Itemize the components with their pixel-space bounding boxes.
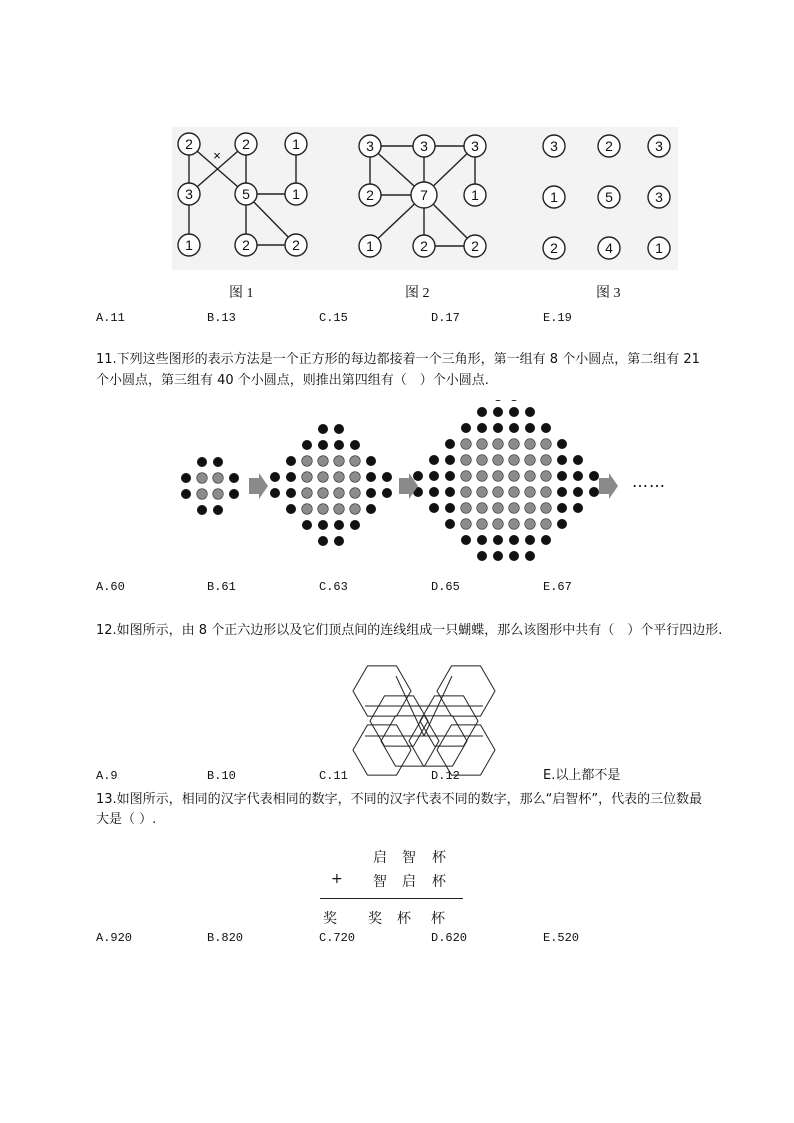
q11-outer-dot [413, 471, 423, 481]
fig1-cross-mark: × [213, 148, 221, 163]
q11-inner-dot [302, 504, 313, 515]
q11-inner-dot [509, 487, 520, 498]
q13-row1-3: 杯 [432, 850, 446, 866]
q11-outer-dot [302, 440, 312, 450]
q11-outer-dot [445, 471, 455, 481]
q11-outer-dot [286, 488, 296, 498]
q11-outer-dot [334, 536, 344, 546]
q13-row1-1: 启 [373, 850, 387, 866]
q11-outer-dot [493, 535, 503, 545]
q11-outer-dot [573, 503, 583, 513]
q11-outer-dot [573, 455, 583, 465]
fig2-node-label: 1 [471, 187, 479, 203]
q11-option-a: A.60 [96, 580, 125, 594]
q11-inner-dot [525, 519, 536, 530]
butterfly-hexagon [420, 696, 478, 746]
q13-result-1: 奖 [323, 911, 337, 927]
q11-outer-dot [525, 535, 535, 545]
fig3-node-label: 2 [550, 240, 558, 256]
fig1-node-label: 1 [292, 186, 300, 202]
q11-outer-dot [509, 423, 519, 433]
q11-outer-dot [181, 489, 191, 499]
q11-inner-dot [541, 487, 552, 498]
q11-outer-dot [477, 423, 487, 433]
q11-inner-dot [350, 504, 361, 515]
q11-inner-dot [477, 439, 488, 450]
q11-inner-dot [493, 471, 504, 482]
fig1-node-label: 1 [185, 237, 193, 253]
q13-result-4: 杯 [431, 911, 445, 927]
fig2-caption: 图 2 [405, 286, 430, 301]
q11-outer-dot [286, 504, 296, 514]
butterfly-hexagon [370, 696, 428, 746]
q11-inner-dot [493, 487, 504, 498]
q11-inner-dot [477, 487, 488, 498]
q11-outer-dot [477, 535, 487, 545]
q11-inner-dot [509, 503, 520, 514]
butterfly-hexagon [353, 666, 411, 716]
q11-inner-dot [461, 487, 472, 498]
q13-result-3: 杯 [397, 911, 411, 927]
q11-outer-dot [350, 440, 360, 450]
fig3-caption: 图 3 [596, 286, 621, 301]
q10-option-b: B.13 [207, 311, 236, 325]
q13-option-a: A.920 [96, 931, 133, 945]
q11-inner-dot [541, 455, 552, 466]
q11-inner-dot [302, 456, 313, 467]
q11-inner-dot [334, 488, 345, 499]
q11-outer-dot [445, 503, 455, 513]
butterfly-figure [340, 655, 510, 785]
q11-outer-dot [350, 520, 360, 530]
q11-outer-dot [229, 489, 239, 499]
q11-outer-dot [557, 455, 567, 465]
q13-row2-2: 启 [402, 874, 416, 890]
q11-outer-dot [477, 407, 487, 417]
q10-option-a: A.11 [96, 311, 125, 325]
fig3-node-label: 3 [655, 138, 663, 154]
q11-inner-dot [461, 519, 472, 530]
q13-text-line2: 大是（ ）. [96, 812, 157, 827]
q13-row2-3: 杯 [432, 874, 446, 890]
q11-outer-dot [509, 400, 519, 401]
fig2-node-label: 2 [471, 238, 479, 254]
q11-inner-dot [350, 472, 361, 483]
q11-outer-dot [429, 471, 439, 481]
q11-outer-dot [493, 407, 503, 417]
q11-outer-dot [366, 456, 376, 466]
q11-outer-dot [445, 519, 455, 529]
q11-arrow-icon [599, 473, 618, 499]
fig3-node-label: 3 [550, 138, 558, 154]
q11-outer-dot [366, 472, 376, 482]
q12-option-c: C.11 [319, 769, 348, 783]
q11-option-e: E.67 [543, 580, 572, 594]
fig2-node-label: 3 [471, 138, 479, 154]
q11-outer-dot [318, 440, 328, 450]
q13-result-2: 奖 [368, 911, 382, 927]
q11-outer-dot [557, 439, 567, 449]
q12-option-e: E.以上都不是 [543, 768, 621, 783]
q11-outer-dot [270, 472, 280, 482]
q11-inner-dot [509, 471, 520, 482]
q11-option-c: C.63 [319, 580, 348, 594]
q11-outer-dot [557, 503, 567, 513]
q11-inner-dot [509, 439, 520, 450]
q10-option-c: C.15 [319, 311, 348, 325]
q11-outer-dot [573, 471, 583, 481]
fig3-node-label: 1 [655, 240, 663, 256]
q13-option-c: C.720 [319, 931, 356, 945]
fig3-node-label: 4 [605, 240, 613, 256]
q11-inner-dot [461, 455, 472, 466]
q10-option-d: D.17 [431, 311, 460, 325]
fig1-node-label: 1 [292, 136, 300, 152]
q11-inner-dot [197, 489, 208, 500]
q11-inner-dot [334, 504, 345, 515]
q13-sum-rule [320, 898, 463, 899]
q11-outer-dot [270, 488, 280, 498]
q10-figures [170, 125, 680, 275]
q11-outer-dot [197, 457, 207, 467]
q11-outer-dot [541, 535, 551, 545]
q11-outer-dot [318, 424, 328, 434]
q11-outer-dot [229, 473, 239, 483]
butterfly-hexagon [437, 725, 495, 775]
fig2-node-label: 2 [420, 238, 428, 254]
q13-text-line1: 13.如图所示，相同的汉字代表相同的数字，不同的汉字代表不同的数字，那么“启智杯”，代表的三位数最 [96, 792, 703, 807]
q11-inner-dot [493, 455, 504, 466]
q13-option-d: D.620 [431, 931, 468, 945]
butterfly-hexagon [353, 725, 411, 775]
q11-outer-dot [493, 551, 503, 561]
q13-plus-sign: + [331, 871, 343, 887]
q11-inner-dot [318, 504, 329, 515]
q11-outer-dot [509, 535, 519, 545]
q11-inner-dot [525, 455, 536, 466]
q11-inner-dot [334, 456, 345, 467]
q11-outer-dot [382, 472, 392, 482]
q11-inner-dot [541, 439, 552, 450]
q11-inner-dot [477, 503, 488, 514]
q11-inner-dot [493, 503, 504, 514]
q11-outer-dot [445, 439, 455, 449]
q11-outer-dot [429, 503, 439, 513]
q13-option-e: E.520 [543, 931, 580, 945]
q11-outer-dot [589, 471, 599, 481]
q11-inner-dot [302, 472, 313, 483]
q11-outer-dot [286, 472, 296, 482]
q11-outer-dot [382, 488, 392, 498]
q13-row2-1: 智 [373, 874, 387, 890]
q11-inner-dot [197, 473, 208, 484]
q11-outer-dot [334, 440, 344, 450]
q11-inner-dot [302, 488, 313, 499]
q11-outer-dot [509, 407, 519, 417]
q11-inner-dot [350, 456, 361, 467]
q11-inner-dot [350, 488, 361, 499]
fig1-node-label: 2 [185, 136, 193, 152]
fig2-node-label: 2 [366, 187, 374, 203]
fig3-node-label: 5 [605, 189, 613, 205]
q11-inner-dot [477, 471, 488, 482]
q11-inner-dot [541, 471, 552, 482]
q11-inner-dot [461, 439, 472, 450]
fig3-node-label: 1 [550, 189, 558, 205]
fig2-node-label: 1 [366, 238, 374, 254]
q11-outer-dot [429, 487, 439, 497]
q11-outer-dot [445, 487, 455, 497]
q11-dot-patterns [170, 400, 690, 565]
q11-option-d: D.65 [431, 580, 460, 594]
q11-inner-dot [213, 473, 224, 484]
q11-outer-dot [493, 423, 503, 433]
fig3-node-label: 3 [655, 189, 663, 205]
q11-inner-dot [318, 488, 329, 499]
q11-inner-dot [509, 455, 520, 466]
q11-outer-dot [286, 456, 296, 466]
q13-row1-2: 智 [402, 850, 416, 866]
q11-inner-dot [213, 489, 224, 500]
q11-inner-dot [509, 519, 520, 530]
q11-ellipsis: …… [632, 472, 666, 491]
fig1-node-label: 5 [242, 186, 250, 202]
q11-inner-dot [493, 519, 504, 530]
q11-inner-dot [525, 503, 536, 514]
q11-inner-dot [461, 503, 472, 514]
q11-outer-dot [334, 424, 344, 434]
q12-text: 12.如图所示，由 8 个正六边形以及它们顶点间的连线组成一只蝴蝶，那么该图形中共有（ ）个平行四边形. [96, 623, 723, 638]
q10-option-e: E.19 [543, 311, 572, 325]
q11-outer-dot [445, 455, 455, 465]
q11-outer-dot [461, 423, 471, 433]
q11-inner-dot [477, 455, 488, 466]
fig1-node-label: 2 [242, 136, 250, 152]
q11-inner-dot [334, 472, 345, 483]
q11-outer-dot [197, 505, 207, 515]
q11-outer-dot [525, 551, 535, 561]
q11-outer-dot [302, 520, 312, 530]
q11-outer-dot [213, 505, 223, 515]
butterfly-hexagon [437, 666, 495, 716]
q11-outer-dot [557, 487, 567, 497]
q11-inner-dot [477, 519, 488, 530]
q11-inner-dot [525, 471, 536, 482]
q11-outer-dot [366, 504, 376, 514]
q11-outer-dot [334, 520, 344, 530]
q11-outer-dot [181, 473, 191, 483]
q11-inner-dot [318, 456, 329, 467]
fig3-node-label: 2 [605, 138, 613, 154]
q11-outer-dot [461, 535, 471, 545]
q11-inner-dot [541, 503, 552, 514]
q11-text-line2: 个小圆点，第三组有 40 个小圆点，则推出第四组有（ ）个小圆点. [96, 373, 489, 388]
fig1-node-label: 2 [242, 237, 250, 253]
q11-text-line1: 11.下列这些图形的表示方法是一个正方形的每边都接着一个三角形，第一组有 8 个小圆点，第二组有 21 [96, 352, 700, 367]
q13-option-b: B.820 [207, 931, 244, 945]
q11-inner-dot [318, 472, 329, 483]
q11-inner-dot [541, 519, 552, 530]
q11-inner-dot [461, 471, 472, 482]
q11-outer-dot [589, 487, 599, 497]
q11-inner-dot [525, 487, 536, 498]
q11-arrow-icon [249, 473, 268, 499]
fig2-node-label: 3 [420, 138, 428, 154]
q11-outer-dot [213, 457, 223, 467]
q11-outer-dot [493, 400, 503, 401]
q11-outer-dot [573, 487, 583, 497]
q12-option-a: A.9 [96, 769, 118, 783]
q11-outer-dot [318, 520, 328, 530]
fig2-node-label: 3 [366, 138, 374, 154]
q11-outer-dot [366, 488, 376, 498]
q11-outer-dot [477, 551, 487, 561]
q11-inner-dot [493, 439, 504, 450]
q11-outer-dot [557, 519, 567, 529]
q11-outer-dot [557, 471, 567, 481]
q11-outer-dot [541, 423, 551, 433]
q11-outer-dot [509, 551, 519, 561]
fig1-node-label: 2 [292, 237, 300, 253]
q12-option-d: D.12 [431, 769, 460, 783]
fig1-node-label: 3 [185, 186, 193, 202]
q11-outer-dot [525, 423, 535, 433]
q12-option-b: B.10 [207, 769, 236, 783]
q11-option-b: B.61 [207, 580, 236, 594]
q11-outer-dot [318, 536, 328, 546]
q11-inner-dot [525, 439, 536, 450]
fig1-caption: 图 1 [229, 286, 254, 301]
fig2-node-label: 7 [420, 187, 428, 203]
q11-outer-dot [429, 455, 439, 465]
q11-outer-dot [525, 407, 535, 417]
